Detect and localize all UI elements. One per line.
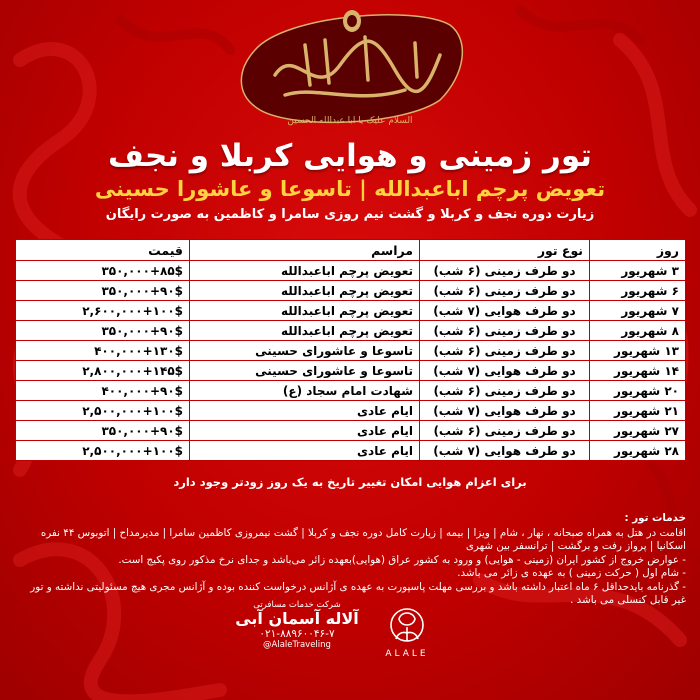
cell-type: دو طرف زمینی (۶ شب) xyxy=(420,261,590,281)
table-row xyxy=(16,341,686,361)
cell-day: ۲۸ شهریور xyxy=(590,441,686,461)
cell-type: دو طرف هوایی (۷ شب) xyxy=(420,301,590,321)
cell-event: ایام عادی xyxy=(190,421,420,441)
header-price: قیمت xyxy=(16,240,190,261)
table-row xyxy=(16,321,686,341)
table-header-row xyxy=(16,240,686,261)
cell-event: شهادت امام سجاد (ع) xyxy=(190,381,420,401)
calligraphy-logo xyxy=(225,5,475,130)
table-row xyxy=(16,421,686,441)
header-type: نوع تور xyxy=(420,240,590,261)
brand-logo xyxy=(372,603,442,659)
free-tour-note: زیارت دوره نجف و کربلا و گشت نیم روزی سامرا و کاظمین به صورت رایگان xyxy=(105,207,595,222)
brand-name: ALALE xyxy=(385,649,429,659)
cell-type: دو طرف هوایی (۷ شب) xyxy=(420,361,590,381)
company-name: آلاله آسمان آبی xyxy=(235,609,359,628)
date-change-note: برای اعزام هوایی امکان تغییر تاریخ به یک روز زودتر وجود دارد xyxy=(173,475,527,489)
services-title: خدمات تور : xyxy=(624,512,686,524)
page-subtitle: تعویض پرچم اباعبدالله | تاسوعا و عاشورا حسینی xyxy=(94,177,606,201)
table-row xyxy=(16,281,686,301)
services-line: اقامت در هتل به همراه صبحانه ، نهار ، شام | ویزا | بیمه | زیارت کامل دوره نجف و کربلا | گشت نیمروزی کاظمین سامرا | مدیرمداح | اتوبوس ۴۴ نفره اسکانیا | پرواز رفت و برگشت | ترانسفر بین شهری xyxy=(40,526,686,552)
company-label: شرکت خدمات مسافرتی xyxy=(253,600,341,610)
page-title: تور زمینی و هوایی کربلا و نجف xyxy=(108,138,592,174)
company-phone: ۰۲۱-۸۸۹۶۰۰۴۶-۷ xyxy=(259,628,335,640)
header-day: روز xyxy=(590,240,686,261)
cell-price: ۳۵۰,۰۰۰+۸۵$ xyxy=(16,261,190,281)
cell-day: ۲۷ شهریور xyxy=(590,421,686,441)
table-row xyxy=(16,261,686,281)
cell-price: ۳۵۰,۰۰۰+۹۰$ xyxy=(16,421,190,441)
cell-price: ۲,۸۰۰,۰۰۰+۱۴۵$ xyxy=(16,361,190,381)
cell-type: دو طرف هوایی (۷ شب) xyxy=(420,401,590,421)
cell-event: تاسوعا و عاشورای حسینی xyxy=(190,361,420,381)
cell-event: تعویض پرچم اباعبدالله xyxy=(190,301,420,321)
emblem-icon xyxy=(343,10,361,32)
cell-day: ۱۳ شهریور xyxy=(590,341,686,361)
cell-event: ایام عادی xyxy=(190,401,420,421)
cell-type: دو طرف زمینی (۶ شب) xyxy=(420,421,590,441)
tour-services xyxy=(14,512,686,608)
header-event: مراسم xyxy=(190,240,420,261)
cell-price: ۳۵۰,۰۰۰+۹۰$ xyxy=(16,321,190,341)
cell-price: ۲,۵۰۰,۰۰۰+۱۰۰$ xyxy=(16,401,190,421)
cell-type: دو طرف هوایی (۷ شب) xyxy=(420,441,590,461)
tour-schedule-table xyxy=(15,239,686,461)
cell-day: ۸ شهریور xyxy=(590,321,686,341)
instagram-handle[interactable]: @AlaleTraveling xyxy=(263,640,331,650)
cell-type: دو طرف زمینی (۶ شب) xyxy=(420,321,590,341)
cell-price: ۴۰۰,۰۰۰+۱۳۰$ xyxy=(16,341,190,361)
company-info xyxy=(232,600,362,650)
cell-event: تعویض پرچم اباعبدالله xyxy=(190,281,420,301)
cell-event: ایام عادی xyxy=(190,441,420,461)
cell-day: ۲۰ شهریور xyxy=(590,381,686,401)
cell-price: ۴۰۰,۰۰۰+۹۰$ xyxy=(16,381,190,401)
cell-event: تعویض پرچم اباعبدالله xyxy=(190,261,420,281)
services-line: - گذرنامه بایدحداقل ۶ ماه اعتبار داشته باشد و بررسی مهلت پاسپورت به عهده ی آژانس درخواست کننده بوده و آژانس مجری هیچ مسئولیتی نداشته و تور غیر قابل کنسلی می باشد . xyxy=(30,580,686,606)
cell-type: دو طرف زمینی (۶ شب) xyxy=(420,341,590,361)
cell-day: ۲۱ شهریور xyxy=(590,401,686,421)
table-row xyxy=(16,441,686,461)
cell-event: تعویض پرچم اباعبدالله xyxy=(190,321,420,341)
table-row xyxy=(16,401,686,421)
cell-price: ۲,۶۰۰,۰۰۰+۱۰۰$ xyxy=(16,301,190,321)
cell-day: ۷ شهریور xyxy=(590,301,686,321)
cell-price: ۲,۵۰۰,۰۰۰+۱۰۰$ xyxy=(16,441,190,461)
table-row xyxy=(16,301,686,321)
cell-type: دو طرف زمینی (۶ شب) xyxy=(420,381,590,401)
tulip-logo-icon xyxy=(387,603,427,647)
cell-price: ۳۵۰,۰۰۰+۹۰$ xyxy=(16,281,190,301)
services-line: - شام اول ( حرکت زمینی ) به عهده ی زائر می باشد. xyxy=(457,567,686,579)
cell-type: دو طرف زمینی (۶ شب) xyxy=(420,281,590,301)
cell-day: ۳ شهریور xyxy=(590,261,686,281)
logo-text: السلام علیک یا ابا عبدالله الحسین xyxy=(287,116,413,126)
cell-event: تاسوعا و عاشورای حسینی xyxy=(190,341,420,361)
cell-day: ۶ شهریور xyxy=(590,281,686,301)
table-row xyxy=(16,361,686,381)
cell-day: ۱۴ شهریور xyxy=(590,361,686,381)
table-row xyxy=(16,381,686,401)
services-line: - عوارض خروج از کشور ایران (زمینی - هوایی) و ورود به کشور عراق (هوایی)بعهده زائر می‌باشد و جدای نرخ مذکور روی پکیج است. xyxy=(118,553,686,566)
